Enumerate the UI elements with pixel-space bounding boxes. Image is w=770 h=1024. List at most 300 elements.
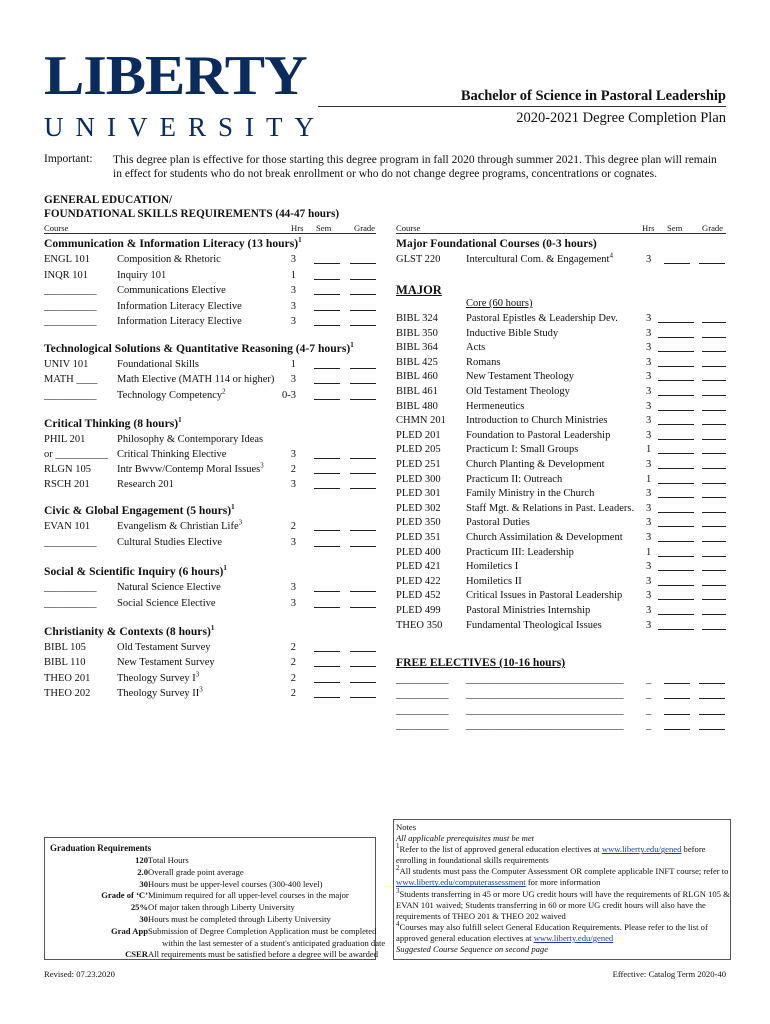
course-row: [396, 458, 726, 471]
section-title-text: Christianity & Contexts (8 hours): [44, 625, 211, 638]
elective-code[interactable]: __________: [396, 674, 449, 685]
course-hours: 1: [646, 473, 652, 485]
sem-blank[interactable]: [658, 604, 694, 615]
course-name: [117, 373, 274, 386]
col-hrs-right: Hrs: [642, 223, 655, 233]
sem-blank[interactable]: [658, 619, 694, 630]
course-name-text: Natural Science Elective: [117, 582, 221, 593]
course-name-text: Composition & Rhetoric: [117, 254, 221, 265]
course-name: [117, 536, 222, 549]
major-title: MAJOR: [396, 283, 442, 297]
elective-name[interactable]: ______________________________: [466, 689, 624, 701]
course-code: THEO 201: [44, 672, 91, 684]
grade-blank[interactable]: [702, 356, 726, 367]
computer-assessment-link[interactable]: www.liberty.edu/computerassessment: [396, 877, 526, 888]
course-hours: 3: [646, 561, 652, 573]
course-code: RLGN 105: [44, 464, 91, 475]
graduation-label: CSER: [125, 949, 148, 960]
course-code: PLED 205: [396, 444, 441, 456]
graduation-text: Total Hours: [148, 855, 189, 865]
course-name: Acts: [466, 342, 486, 354]
graduation-row: [44, 914, 374, 925]
section-footnote-mark: 1: [231, 503, 235, 512]
course-name: [117, 253, 221, 266]
graduation-label: 120: [135, 855, 148, 865]
course-code: __________: [44, 316, 97, 327]
col-sem-left: Sem: [316, 223, 332, 233]
col-course-right: Course: [396, 223, 421, 233]
course-name: [117, 656, 215, 669]
sem-blank[interactable]: [314, 520, 340, 531]
graduation-text: Of major taken through Liberty University: [148, 902, 295, 913]
grade-blank[interactable]: [350, 641, 376, 652]
gened-link-2[interactable]: www.liberty.edu/gened: [533, 932, 614, 943]
course-code: PLED 422: [396, 575, 441, 587]
course-code: PLED 351: [396, 532, 441, 543]
col-rule-right: [396, 233, 726, 234]
sem-blank[interactable]: [658, 531, 694, 542]
course-hours: 3: [646, 488, 652, 500]
grade-blank[interactable]: [702, 458, 726, 469]
course-row: [396, 473, 726, 486]
grade-blank[interactable]: [702, 575, 726, 586]
graduation-row: [44, 925, 377, 937]
elective-code[interactable]: __________: [396, 704, 449, 716]
course-hours: 3: [646, 386, 652, 397]
course-row: [44, 389, 376, 402]
course-name-text: Critical Thinking Elective: [117, 449, 227, 460]
course-name: Fundamental Theological Issues: [466, 619, 602, 631]
course-hours: 1: [646, 546, 652, 558]
elective-row: [396, 704, 726, 717]
note-2: $^2$All students must pass the Computer Assessment OR complete applicable INFT course; refer to www.liberty.edu/computerassessment for more information: [396, 864, 729, 888]
note-3: $^3$Students transferring in 45 or more UG credit hours will have the requirements of RLGN 105 & EVAN 101 waived; Students transferring in 60 or more UG credit hours will also have the requirements of THEO 201 & THEO 202 waived: [396, 886, 730, 921]
sem-blank[interactable]: [314, 656, 340, 667]
course-row: [396, 253, 726, 266]
course-hours: 3: [290, 449, 296, 460]
course-hours: 3: [646, 415, 652, 427]
course-row: [396, 443, 726, 456]
course-code: PLED 452: [396, 590, 441, 602]
graduation-text: Hours must be upper-level courses (300-400 level): [148, 878, 323, 889]
sem-blank[interactable]: [664, 253, 690, 264]
course-code: PLED 251: [396, 459, 441, 470]
section-title-text: Civic & Global Engagement (5 hours): [44, 504, 232, 517]
course-code: THEO 202: [44, 687, 91, 699]
grade-blank[interactable]: [350, 300, 376, 311]
course-code: PLED 499: [396, 605, 441, 616]
course-row: [396, 546, 726, 559]
sem-blank[interactable]: [658, 546, 694, 557]
section-footnote-mark: 1: [223, 564, 227, 573]
note-1-text-b: before enrolling in foundational skills requirements: [396, 844, 706, 866]
sem-blank[interactable]: [658, 327, 694, 338]
course-hours: 3: [646, 342, 652, 354]
course-name-text: Intercultural Com. & Engagement: [466, 254, 610, 265]
sem-blank[interactable]: [314, 448, 340, 459]
note-1-text-a: Refer to the list of approved general education electives at: [399, 844, 602, 855]
course-code: or __________: [44, 449, 108, 460]
course-name-text: Information Literacy Elective: [117, 300, 242, 312]
course-name: Hermeneutics: [466, 400, 525, 412]
course-name-text: Information Literacy Elective: [117, 316, 242, 327]
grade-blank[interactable]: [699, 719, 725, 730]
course-code: PLED 400: [396, 546, 441, 558]
note-1: $^1$Refer to the list of approved general education electives at www.liberty.edu/gened before enrolling in foundational skills requirements: [396, 842, 706, 866]
course-name-text: Intr Bwvw/Contemp Moral Issues: [117, 464, 261, 475]
sem-blank[interactable]: [314, 536, 340, 547]
major-foundational-title: Major Foundational Courses (0-3 hours): [396, 237, 597, 250]
course-hours: 3: [290, 582, 296, 593]
course-hours: 3: [290, 254, 296, 265]
course-row: [44, 597, 376, 610]
sem-blank[interactable]: [314, 253, 340, 264]
elective-name[interactable]: ______________________________: [466, 719, 624, 731]
section-title-text: Communication & Information Literacy (13 hours): [44, 237, 299, 250]
grade-blank[interactable]: [350, 448, 376, 459]
course-code: PLED 302: [396, 502, 441, 514]
graduation-label: 30: [139, 914, 148, 924]
section-footnote-mark: 1: [350, 341, 354, 350]
sem-blank[interactable]: [664, 719, 690, 730]
sem-blank[interactable]: [314, 687, 340, 698]
grade-blank[interactable]: [702, 327, 726, 338]
course-name-text: Evangelism & Christian Life: [117, 521, 239, 532]
course-name: [117, 597, 216, 610]
sem-blank[interactable]: [658, 589, 694, 600]
course-code: BIBL 425: [396, 356, 438, 368]
graduation-text: within the last semester of a student's anticipated graduation date: [162, 937, 386, 948]
course-name-text: Cultural Studies Elective: [117, 536, 222, 548]
graduation-text: Submission of Degree Completion Application must be completed: [148, 925, 377, 936]
course-name-text: Philosophy & Contemporary Ideas: [117, 434, 264, 445]
course-code: PLED 421: [396, 561, 441, 573]
course-hours: 3: [646, 590, 652, 602]
course-name: Family Ministry in the Church: [466, 488, 595, 500]
grade-blank[interactable]: [350, 536, 376, 547]
course-name: Inductive Bible Study: [466, 327, 559, 339]
sem-blank[interactable]: [664, 673, 690, 684]
course-footnote-mark: 4: [609, 251, 613, 260]
graduation-text: All requirements must be satisfied before a degree will be awarded: [148, 949, 379, 960]
course-code: PLED 301: [396, 488, 441, 500]
sem-blank[interactable]: [658, 575, 694, 586]
course-row: [44, 284, 376, 297]
grade-blank[interactable]: [702, 487, 726, 498]
course-row: [396, 356, 726, 369]
sem-blank[interactable]: [314, 597, 340, 608]
sem-blank[interactable]: [658, 400, 694, 411]
sem-blank[interactable]: [658, 458, 694, 469]
course-name: Introduction to Church Ministries: [466, 415, 608, 427]
elective-row: [396, 673, 726, 686]
gen-ed-heading-line1: GENERAL EDUCATION/: [44, 194, 173, 206]
sem-blank[interactable]: [314, 315, 340, 326]
grade-blank[interactable]: [702, 414, 726, 425]
gened-link[interactable]: www.liberty.edu/gened: [601, 844, 682, 855]
sem-blank[interactable]: [314, 284, 340, 295]
sem-blank[interactable]: [664, 704, 690, 715]
course-hours: 3: [290, 597, 296, 609]
graduation-label: Grade of ‘C’: [101, 890, 148, 901]
grade-blank[interactable]: [702, 619, 726, 630]
grade-blank[interactable]: [702, 385, 726, 396]
course-hours: 3: [646, 605, 652, 616]
course-row: [44, 520, 376, 533]
elective-code[interactable]: __________: [396, 689, 449, 701]
sem-blank[interactable]: [658, 502, 694, 513]
sem-blank[interactable]: [314, 269, 340, 280]
course-name: [117, 315, 242, 328]
grade-blank[interactable]: [702, 546, 726, 557]
grade-blank[interactable]: [350, 389, 376, 400]
course-hours: 3: [290, 479, 296, 490]
course-name: [117, 581, 221, 594]
grade-blank[interactable]: [350, 597, 376, 608]
sem-blank[interactable]: [658, 312, 694, 323]
grade-blank[interactable]: [702, 341, 726, 352]
col-course-left: Course: [44, 223, 69, 233]
elective-name[interactable]: ______________________________: [466, 704, 624, 716]
elective-hours[interactable]: _: [646, 674, 652, 685]
grade-blank[interactable]: [702, 502, 726, 513]
course-row: [44, 315, 376, 328]
course-footnote-mark: 2: [222, 387, 226, 396]
course-hours: 3: [290, 316, 296, 327]
grade-blank[interactable]: [699, 704, 725, 715]
course-code: INQR 101: [44, 269, 89, 281]
elective-code[interactable]: __________: [396, 719, 449, 731]
course-name: Practicum I: Small Groups: [466, 444, 579, 456]
course-row: [396, 516, 726, 529]
grade-blank[interactable]: [702, 516, 726, 527]
course-name: Practicum II: Outreach: [466, 473, 563, 485]
course-code: BIBL 105: [44, 642, 86, 653]
free-electives-title: FREE ELECTIVES (10-16 hours): [396, 656, 566, 669]
course-row: [44, 581, 376, 594]
course-hours: 2: [290, 521, 296, 532]
course-code: __________: [44, 389, 97, 401]
sem-blank[interactable]: [658, 473, 694, 484]
grade-blank[interactable]: [350, 315, 376, 326]
grade-blank[interactable]: [699, 673, 725, 684]
grade-blank[interactable]: [350, 284, 376, 295]
grade-blank[interactable]: [350, 687, 376, 698]
grade-blank[interactable]: [702, 312, 726, 323]
course-hours: 3: [646, 313, 652, 324]
section-title: [44, 417, 182, 430]
course-code: BIBL 324: [396, 313, 438, 324]
graduation-text: Minimum required for all upper-level courses in the major: [148, 890, 349, 901]
graduation-row: [44, 890, 374, 901]
course-code: PHIL 201: [44, 434, 86, 445]
section-title: [44, 565, 227, 578]
graduation-row: [44, 902, 374, 913]
elective-hours[interactable]: _: [646, 689, 652, 701]
course-row: [44, 463, 376, 476]
note-3-text: Students transferring in 45 or more UG credit hours will have the requirements of RLGN 105 & EVAN 101 waived; Students transferring in 60 or more UG credit hours will also have the requirements of THEO 201 & THEO 202 waived: [396, 888, 730, 921]
course-name: [117, 448, 226, 461]
course-hours: 3: [290, 374, 296, 386]
course-row: [396, 502, 726, 515]
grade-blank[interactable]: [350, 358, 376, 369]
grade-blank[interactable]: [702, 429, 726, 440]
course-row: [44, 687, 376, 700]
document-title: Bachelor of Science in Pastoral Leadership: [460, 88, 726, 104]
grade-blank[interactable]: [702, 560, 726, 571]
sem-blank[interactable]: [658, 443, 694, 454]
course-row: [396, 312, 726, 325]
sem-blank[interactable]: [658, 560, 694, 571]
elective-name[interactable]: ______________________________: [466, 674, 624, 685]
col-hrs-left: Hrs: [291, 223, 304, 233]
sem-blank[interactable]: [658, 356, 694, 367]
sem-blank[interactable]: [314, 641, 340, 652]
section-title-text: Social & Scientific Inquiry (6 hours): [44, 565, 224, 578]
course-hours: 1: [646, 444, 652, 456]
sem-blank[interactable]: [664, 688, 690, 699]
course-footnote-mark: 3: [260, 461, 264, 470]
course-hours: 2: [290, 464, 296, 475]
col-rule-left: [44, 233, 376, 234]
university-logo-text: UNIVERSITY: [44, 112, 326, 142]
course-code: BIBL 461: [396, 386, 438, 397]
elective-hours[interactable]: _: [646, 719, 652, 731]
graduation-title: Graduation Requirements: [50, 843, 152, 853]
course-code: BIBL 480: [396, 400, 438, 412]
sem-blank[interactable]: [314, 463, 340, 474]
graduation-label: Grad App: [110, 925, 148, 936]
course-code: UNIV 101: [44, 359, 89, 370]
course-code: __________: [44, 597, 97, 609]
grade-blank[interactable]: [702, 589, 726, 600]
gen-ed-heading: [44, 193, 339, 221]
elective-row: [396, 688, 726, 701]
course-hours: 3: [646, 356, 652, 368]
course-row: [44, 373, 376, 386]
grade-blank[interactable]: [702, 400, 726, 411]
course-hours: 1: [290, 359, 296, 370]
sem-blank[interactable]: [314, 672, 340, 683]
notes-sequence: Suggested Course Sequence on second page: [396, 944, 549, 955]
sem-blank[interactable]: [658, 385, 694, 396]
course-hours: 2: [290, 642, 296, 653]
sem-blank[interactable]: [658, 429, 694, 440]
section-title-text: Technological Solutions & Quantitative Reasoning (4-7 hours): [44, 342, 351, 355]
section-title: [44, 504, 235, 517]
sem-blank[interactable]: [314, 300, 340, 311]
course-hours: 3: [290, 536, 296, 548]
sem-blank[interactable]: [314, 373, 340, 384]
sem-blank[interactable]: [658, 370, 694, 381]
course-name: [117, 300, 242, 313]
course-name-text: Theology Survey I: [117, 672, 196, 684]
grade-blank[interactable]: [350, 478, 376, 489]
course-footnote-mark: 3: [238, 518, 243, 527]
course-row: [396, 589, 726, 602]
course-name: [117, 641, 211, 654]
sem-blank[interactable]: [314, 581, 340, 592]
elective-hours[interactable]: _: [646, 704, 652, 716]
course-code: GLST 220: [396, 254, 441, 265]
course-name-text: Old Testament Survey: [117, 642, 211, 653]
sem-blank[interactable]: [658, 516, 694, 527]
course-name: Critical Issues in Pastoral Leadership: [466, 590, 623, 602]
grade-blank[interactable]: [702, 370, 726, 381]
course-hours: 2: [290, 657, 296, 669]
grade-blank[interactable]: [350, 373, 376, 384]
elective-row: [396, 719, 726, 732]
grade-blank[interactable]: [702, 443, 726, 454]
sem-blank[interactable]: [314, 478, 340, 489]
grade-blank[interactable]: [702, 473, 726, 484]
graduation-text: Hours must be completed through Liberty University: [148, 914, 331, 924]
course-row: [396, 327, 726, 340]
grade-blank[interactable]: [699, 253, 725, 264]
grade-blank[interactable]: [350, 520, 376, 531]
sem-blank[interactable]: [658, 414, 694, 425]
course-hours: 3: [646, 429, 652, 441]
course-name: [466, 253, 613, 266]
course-hours: 1: [290, 269, 296, 281]
course-name: [117, 284, 226, 297]
core-hours-label: Core (60 hours): [466, 298, 533, 309]
grade-blank[interactable]: [702, 531, 726, 542]
course-hours: 3: [290, 285, 296, 296]
grade-blank[interactable]: [702, 604, 726, 615]
course-code: RSCH 201: [44, 479, 90, 490]
course-name: Church Planting & Development: [466, 459, 605, 470]
grade-blank[interactable]: [350, 656, 376, 667]
note-2-text-a: All students must pass the Computer Assessment OR complete applicable INFT course; refer to: [399, 866, 729, 877]
sem-blank[interactable]: [314, 358, 340, 369]
course-code: __________: [44, 285, 97, 296]
section-footnote-mark: 1: [178, 416, 182, 425]
grade-blank[interactable]: [699, 688, 725, 699]
course-name: [117, 520, 242, 533]
sem-blank[interactable]: [314, 389, 340, 400]
course-name: Homiletics I: [466, 561, 519, 573]
course-code: PLED 201: [396, 429, 441, 441]
course-code: __________: [44, 536, 97, 548]
grade-blank[interactable]: [350, 253, 376, 264]
course-hours: 3: [646, 517, 652, 529]
sem-blank[interactable]: [658, 487, 694, 498]
sem-blank[interactable]: [658, 341, 694, 352]
course-row: [44, 656, 376, 669]
course-hours: 3: [646, 502, 652, 514]
course-hours: 3: [646, 532, 652, 543]
graduation-row: [44, 879, 374, 890]
notes-title: Notes: [396, 822, 417, 832]
grade-blank[interactable]: [350, 269, 376, 280]
section-title: [44, 237, 302, 250]
graduation-row: [44, 855, 374, 866]
course-hours: 3: [646, 619, 652, 631]
grade-blank[interactable]: [350, 581, 376, 592]
course-name-text: Social Science Elective: [117, 597, 216, 609]
course-code: BIBL 364: [396, 342, 438, 354]
grade-blank[interactable]: [350, 672, 376, 683]
course-code: EVAN 101: [44, 521, 91, 532]
course-name-text: Technology Competency: [117, 389, 223, 401]
course-row: [396, 575, 726, 588]
liberty-logo-text: LIBERTY: [44, 45, 307, 107]
col-sem-right: Sem: [667, 223, 683, 233]
course-hours: 3: [646, 575, 652, 587]
revised-date: Revised: 07.23.2020: [44, 969, 115, 979]
grade-blank[interactable]: [350, 463, 376, 474]
